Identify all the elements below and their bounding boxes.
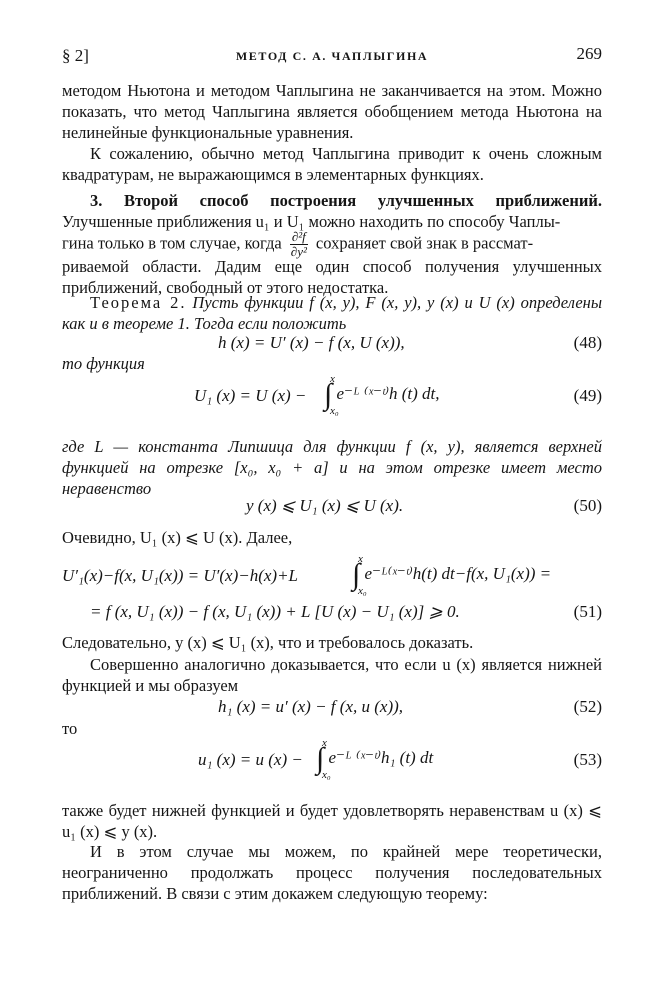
theorem-2 [62,292,602,334]
equation-51-number: (51) [573,602,602,621]
integral-lower-limit: x₀ [322,769,331,781]
equation-51-integral [352,553,552,597]
where-lipschitz: где L — константа Липшица для функции f (x, y), является верхней функцией на отрезке [x₀, x₀ + a] и на этом отрезке имеет место неравенство [62,437,602,498]
equation-53-integrand: e⁻ᴸ ⁽ˣ⁻ᵗ⁾h₁ (t) dt [328,747,434,767]
integral-sign: ∫ x x₀ [324,380,332,410]
equation-53-left: u₁ (x) = u (x) − [198,750,303,769]
equation-53 [62,737,602,784]
consequently-line: Следовательно, y (x) ⩽ U₁ (x), что и требовалось доказать. [62,633,474,652]
section-3-rest: риваемой области. Дадим еще один способ получения улучшенных приближений, свободный от этого недостатка. [62,257,602,297]
obviously-line: Очевидно, U₁ (x) ⩽ U (x). Далее, [62,528,293,547]
section-3-line2-start: гина только в том случае, когда [62,233,282,253]
equation-49-number: (49) [573,386,602,405]
integral-upper-limit: x [358,553,363,565]
equation-50-body: y (x) ⩽ U₁ (x) ⩽ U (x). [246,496,404,515]
integral-lower-limit: x₀ [358,585,367,597]
equation-49-left: U₁ (x) = U (x) − [194,386,307,405]
equation-48-number: (48) [573,333,602,352]
integral-sign: ∫ x x₀ [352,560,360,590]
integral-upper-limit: x [330,373,335,385]
section-3-line2-end: сохраняет свой знак в рассмат- [315,233,534,253]
page-number: 269 [576,44,602,63]
equation-49 [62,373,602,420]
section-3-line1: Улучшенные приближения u₁ и U₁ можно находить по способу Чаплы- [62,212,561,231]
equation-50 [62,496,602,526]
section-3-intro [62,190,602,232]
equation-52-number: (52) [573,697,602,716]
equation-51-line2 [62,602,602,632]
section-3-heading: 3. Второй способ построения улучшенных приближений. [90,191,602,210]
similarly-paragraph: Совершенно аналогично доказывается, что если u (x) является нижней функцией и мы образуем [62,655,602,695]
paragraph-unfortunately: К сожалению, обычно метод Чаплыгина приводит к очень сложным квадратурам, не выражающимся в элементарных функциях. [62,144,602,184]
equation-53-number: (53) [573,750,602,769]
also-lower-paragraph: также будет нижней функцией и будет удовлетворять неравенствам u (x) ⩽ u₁ (x) ⩽ y (x). [62,801,602,841]
equation-49-integrand: e⁻ᴸ ⁽ˣ⁻ᵗ⁾h (t) dt, [336,383,440,403]
theorem-label: Теорема 2. [90,293,187,312]
integral-upper-limit: x [322,737,327,749]
to-word: то [62,719,78,738]
final-paragraph: И в этом случае мы можем, по крайней мере теоретически, неограниченно продолжать процесс получения последовательных приближений. В связи с этим докажем следующую теорему: [62,842,602,903]
section-marker: § 2] [62,46,89,65]
running-title: МЕТОД С. А. ЧАПЛЫГИНА [235,49,429,63]
integral-sign: ∫ x x₀ [316,744,324,774]
fraction-numerator: ∂²f [291,229,306,244]
partial-derivative-fraction [290,230,308,259]
paragraph-newton: методом Ньютона и методом Чаплыгина не заканчивается на этом. Можно показать, что метод Чаплыгина является обобщением метода Ньютона на нелинейные функциональные уравнения. [62,81,602,142]
equation-51-left: U′₁(x)−f(x, U₁(x)) = U′(x)−h(x)+L [62,566,298,585]
page-header [62,44,602,68]
equation-52-body: h₁ (x) = u′ (x) − f (x, u (x)), [218,697,404,716]
theorem-text: Пусть функции f (x, y), F (x, y), y (x) и U (x) определены как и в теореме 1. Тогда если положить [62,293,603,333]
integral-lower-limit: x₀ [330,405,339,417]
equation-51-line1 [62,553,602,600]
equation-51-integrand: e⁻ᴸ⁽ˣ⁻ᵗ⁾h(t) dt−f(x, U₁(x)) = [364,563,552,583]
equation-51-body: = f (x, U₁ (x)) − f (x, U₁ (x)) + L [U (x) − U₁ (x)] ⩾ 0. [90,602,460,621]
equation-50-number: (50) [573,496,602,515]
equation-48-body: h (x) = U′ (x) − f (x, U (x)), [218,333,405,352]
equation-53-integral [316,737,434,781]
section-3-line2 [62,230,602,259]
then-function: то функция [62,354,145,373]
fraction-denominator: ∂y² [290,244,307,259]
equation-49-integral [324,373,440,417]
